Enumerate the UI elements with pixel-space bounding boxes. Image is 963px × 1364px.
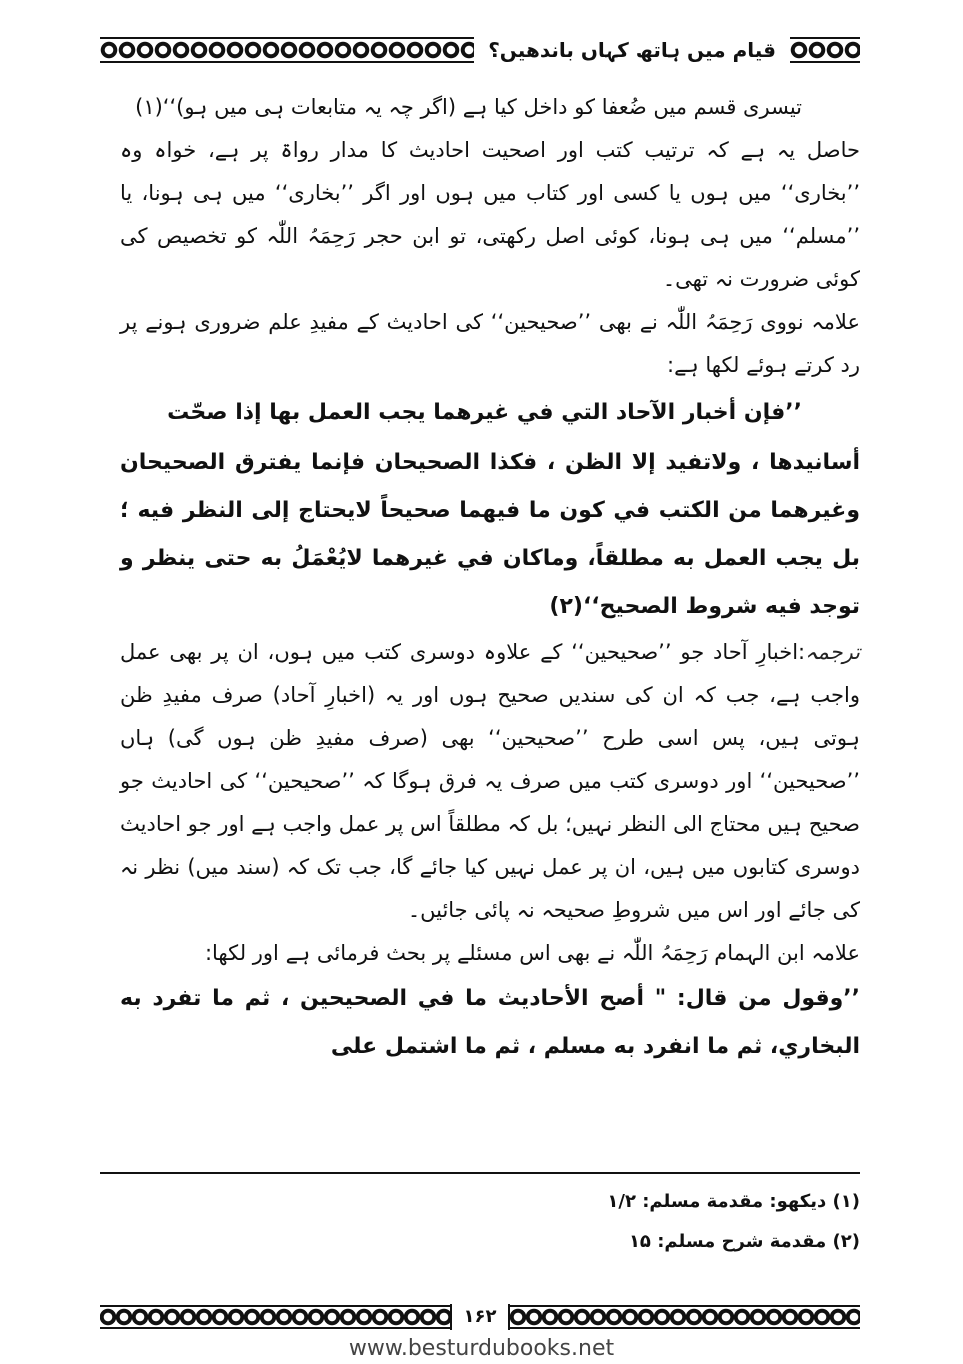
footer-ornament-right — [510, 1305, 860, 1329]
header-ornament-right — [790, 37, 860, 63]
paragraph-2: حاصل یہ ہے کہ ترتیب کتب اور اصحیت احادیث کا مدار رواۃ پر ہے، خواہ وہ ’’بخاری‘‘ میں ہوں یا کسی اور کتاب میں ہوں اور اگر ’’بخاری‘‘ میں ہی ہونا، یا ’’مسلم‘‘ میں ہی ہونا، کوئی اصل رکھتی، تو ابن حجر رَحِمَہُ اللّٰہ کو تخصیص کی کوئی ضرورت نہ تھی۔ — [120, 138, 860, 291]
footnotes — [100, 1182, 860, 1262]
translation-label: ترجمہ — [805, 640, 860, 664]
paragraph-1: تیسری قسم میں ضُعفا کو داخل کیا ہے (اگر چہ یہ متابعات ہی میں ہو)‘‘(۱) — [135, 95, 802, 119]
arabic-quote-1: أسانيدها ، ولاتفيد إلا الظن ، فكذا الصحيحان فإنما يفترق الصحيحان وغيرهما من الكتب في كون ما فيهما صحيحاً لايحتاج إلى النظر فيه ؛ بل يجب العمل به مطلقاً، وماكان في غيرهما لايُعْمَلُ به حتى ينظر و توجد فيه شروط الصحيح‘‘(۲) — [120, 450, 860, 619]
translation-text: :اخبارِ آحاد جو ’’صحیحین‘‘ کے علاوہ دوسری کتب میں ہوں، ان پر بھی عمل واجب ہے، جب کہ ان کی سندیں صحیح ہوں اور یہ (اخبارِ آحاد) صرف مفیدِ ظن ہوتی ہیں، پس اسی طرح ’’صحیحین‘‘ بھی (صرف مفیدِ ظن ہوں گی) ہاں ’’صحیحین‘‘ اور دوسری کتب میں صرف یہ فرق ہوگا کہ ’’صحیحین‘‘ کی احادیث جو صحیح ہیں محتاج الی النظر نہیں؛ بل کہ مطلقاً اس پر عمل واجب ہے اور جو احادیث دوسری کتابوں میں ہیں، ان پر عمل نہیں کیا جائے گا، جب تک کہ (سند میں) نظر نہ کی جائے اور اس میں شروطِ صحیحہ نہ پائی جائیں۔ — [120, 640, 860, 922]
paragraph-3: علامہ نووی رَحِمَہُ اللّٰہ نے بھی ’’صحیحین‘‘ کی احادیث کے مفیدِ علم ضروری ہونے پر رد کرتے ہوئے لکھا ہے: — [120, 310, 860, 377]
footer-ornament-left — [100, 1305, 450, 1329]
running-title: قیام میں ہاتھ کہاں باندھیں؟ — [488, 38, 776, 62]
arabic-quote-2: ’’وقول من قال: " أصح الأحاديث ما في الصحيحين ، ثم ما تفرد به البخاري، ثم ما انفرد به مسلم ، ثم ما اشتمل على — [120, 986, 860, 1059]
page-number: ۱۶۲ — [450, 1304, 511, 1330]
paragraph-4: علامہ ابن الہمام رَحِمَہُ اللّٰہ نے بھی اس مسئلے پر بحث فرمائی ہے اور لکھا: — [204, 941, 860, 965]
page-body — [120, 86, 860, 1071]
footnote-1: (۱) دیکھو: مقدمة مسلم: ۱/۲ — [607, 1191, 860, 1212]
page-footer — [100, 1302, 860, 1332]
watermark-url: www.besturdubooks.net — [348, 1336, 615, 1361]
header-ornament-left — [100, 37, 474, 63]
arabic-quote-1-first-line: ’’فإن أخبار الآحاد التي في غيرهما يجب العمل بها إذا صحّت — [167, 400, 802, 425]
page-header — [100, 30, 860, 70]
footnote-2: (۲) مقدمة شرح مسلم: ۱۵ — [628, 1231, 860, 1252]
translation — [120, 631, 860, 932]
footnote-divider — [100, 1172, 860, 1174]
